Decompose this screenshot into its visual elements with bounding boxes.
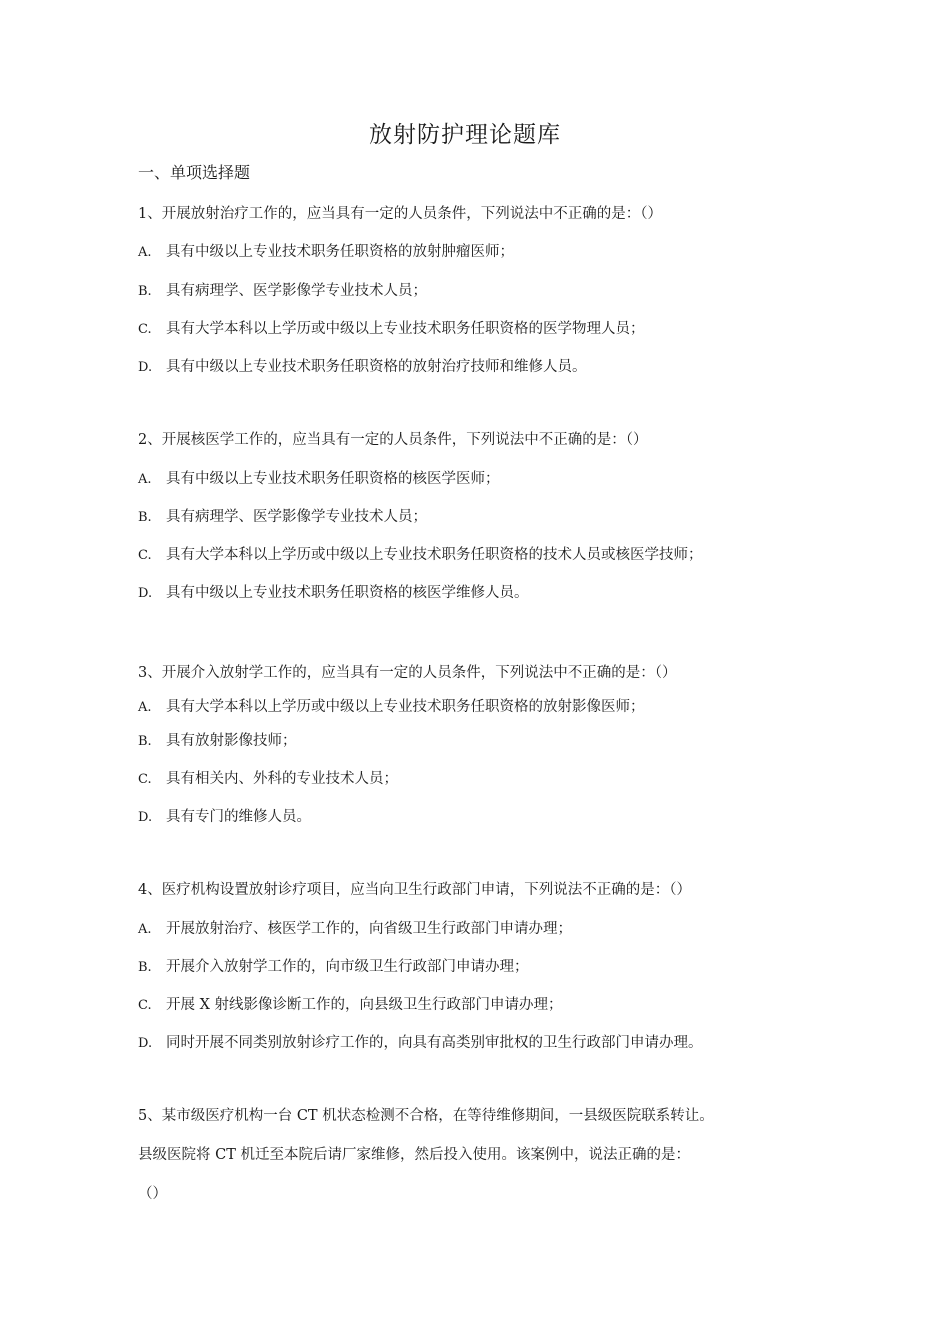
option-text: 具有中级以上专业技术职务任职资格的核医学维修人员。 <box>166 585 529 601</box>
option-letter: D. <box>138 810 153 825</box>
question-stem-continued: 县级医院将 CT 机迁至本院后请厂家维修，然后投入使用。该案例中，说法正确的是： <box>138 1147 690 1163</box>
option-text: 开展 X 射线影像诊断工作的，向县级卫生行政部门申请办理； <box>166 997 563 1013</box>
option-text: 开展放射治疗、核医学工作的，向省级卫生行政部门申请办理； <box>166 921 572 937</box>
option-text: 具有大学本科以上学历或中级以上专业技术职务任职资格的医学物理人员； <box>166 321 645 337</box>
option-letter: B. <box>138 284 152 299</box>
option-letter: B. <box>138 510 152 525</box>
question-stem: 4、医疗机构设置放射诊疗项目，应当向卫生行政部门申请，下列说法不正确的是：（） <box>138 882 691 898</box>
section-heading: 一、单项选择题 <box>138 163 251 182</box>
question-stem: 5、某市级医疗机构一台 CT 机状态检测不合格，在等待维修期间，一县级医院联系转让。 <box>138 1108 714 1124</box>
option-text: 具有专门的维修人员。 <box>166 809 311 825</box>
question-stem: 2、开展核医学工作的，应当具有一定的人员条件，下列说法中不正确的是：（） <box>138 432 648 448</box>
option-text: 开展介入放射学工作的，向市级卫生行政部门申请办理； <box>166 959 529 975</box>
option-text: 具有中级以上专业技术职务任职资格的放射肿瘤医师； <box>166 244 514 260</box>
option-text: 具有大学本科以上学历或中级以上专业技术职务任职资格的技术人员或核医学技师； <box>166 547 703 563</box>
option-c[interactable] <box>138 767 398 788</box>
option-d[interactable] <box>138 805 311 826</box>
option-letter: B. <box>138 734 152 749</box>
option-a[interactable] <box>138 467 500 488</box>
question-stem: 1、开展放射治疗工作的，应当具有一定的人员条件，下列说法中不正确的是：（） <box>138 206 662 222</box>
option-text: 具有大学本科以上学历或中级以上专业技术职务任职资格的放射影像医师； <box>166 699 645 715</box>
option-text: 具有相关内、外科的专业技术人员； <box>166 771 398 787</box>
option-text: 具有中级以上专业技术职务任职资格的放射治疗技师和维修人员。 <box>166 359 587 375</box>
option-d[interactable] <box>138 1031 703 1052</box>
option-letter: B. <box>138 960 152 975</box>
option-c[interactable] <box>138 993 563 1014</box>
option-letter: A. <box>138 922 152 937</box>
option-letter: D. <box>138 586 153 601</box>
question-stem: 3、开展介入放射学工作的，应当具有一定的人员条件，下列说法中不正确的是：（） <box>138 665 677 681</box>
option-d[interactable] <box>138 581 529 602</box>
option-letter: D. <box>138 360 153 375</box>
option-text: 具有中级以上专业技术职务任职资格的核医学医师； <box>166 471 500 487</box>
option-letter: D. <box>138 1036 153 1051</box>
option-letter: A. <box>138 700 152 715</box>
option-d[interactable] <box>138 355 587 376</box>
option-text: 同时开展不同类别放射诊疗工作的，向具有高类别审批权的卫生行政部门申请办理。 <box>166 1035 703 1051</box>
option-letter: A. <box>138 472 152 487</box>
option-b[interactable] <box>138 505 427 526</box>
option-c[interactable] <box>138 317 645 338</box>
option-b[interactable] <box>138 729 297 750</box>
option-letter: C. <box>138 998 152 1013</box>
option-b[interactable] <box>138 279 427 300</box>
option-text: 具有病理学、医学影像学专业技术人员； <box>166 283 427 299</box>
option-a[interactable] <box>138 917 572 938</box>
option-a[interactable] <box>138 240 514 261</box>
document-title: 放射防护理论题库 <box>369 122 561 148</box>
option-letter: A. <box>138 245 152 260</box>
option-b[interactable] <box>138 955 529 976</box>
option-c[interactable] <box>138 543 703 564</box>
option-letter: C. <box>138 322 152 337</box>
option-letter: C. <box>138 548 152 563</box>
option-text: 具有放射影像技师； <box>166 733 297 749</box>
option-letter: C. <box>138 772 152 787</box>
option-a[interactable] <box>138 695 645 716</box>
option-text: 具有病理学、医学影像学专业技术人员； <box>166 509 427 525</box>
answer-blank: （） <box>138 1186 167 1202</box>
